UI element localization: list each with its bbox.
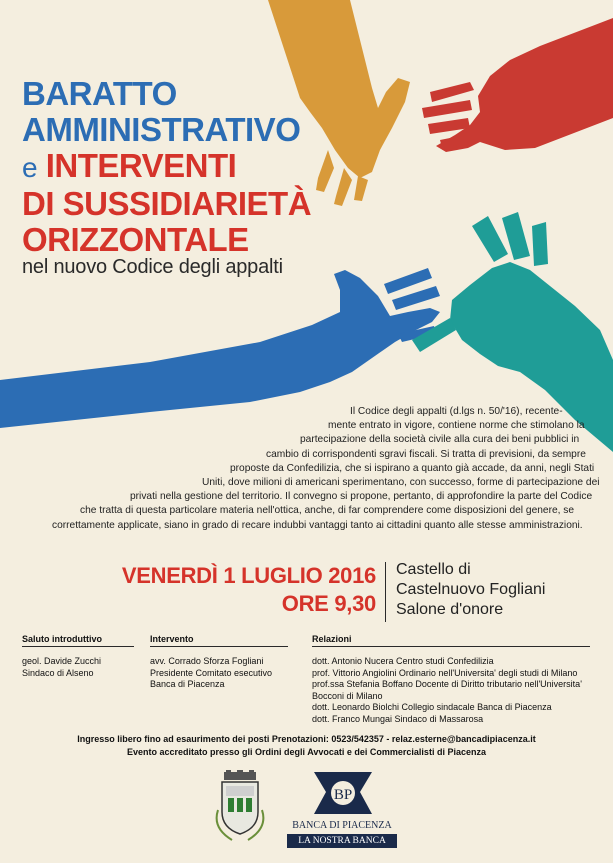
body-line: Il Codice degli appalti (d.lgs n. 50/'16), recente- (350, 406, 563, 417)
venue-line: Castello di (396, 561, 471, 578)
program-line: geol. Davide Zucchi (22, 656, 102, 666)
col-relazioni (312, 656, 582, 725)
title-line3: INTERVENTI (45, 147, 237, 184)
title-line2: AMMINISTRATIVO (22, 111, 301, 148)
bank-tagline: LA NOSTRA BANCA (287, 834, 397, 848)
event-time: ORE 9,30 (281, 591, 376, 616)
subtitle: nel nuovo Codice degli appalti (22, 256, 283, 278)
bank-logo-icon (310, 768, 376, 820)
program-line: Bocconi di Milano (312, 690, 383, 701)
footer-accreditation: Evento accreditato presso gli Ordini degli Avvocati e dei Commercialisti di Piacenza (127, 747, 486, 757)
col-heading-saluto: Saluto introduttivo (22, 634, 102, 644)
divider (312, 646, 590, 647)
footer-booking: Ingresso libero fino ad esaurimento dei posti Prenotazioni: 0523/542357 - relaz.esterne@bancadipiacenza.it (77, 734, 536, 744)
body-line: Uniti, dove milioni di americani sperimentano, con successo, forme di partecipazione dei (202, 477, 600, 489)
venue-line: Salone d'onore (396, 601, 504, 618)
program-line: prof.ssa Stefania Boffano Docente di Diritto tributario nell'Universita' (312, 679, 582, 689)
program-line: prof. Vittorio Angiolini Ordinario nell'Universita' degli studi di Milano (312, 667, 578, 678)
program-line: dott. Antonio Nucera Centro studi Confedilizia (312, 656, 494, 666)
event-date: VENERDÌ 1 LUGLIO 2016 (121, 563, 376, 588)
program-line: dott. Leonardo Biolchi Collegio sindacale Banca di Piacenza (312, 702, 552, 712)
body-line: partecipazione della società civile alla cura dei beni pubblici in (300, 434, 580, 446)
body-line: privati nella gestione del territorio. Il convegno si propone, pertanto, di approfondire la parte del Codice (130, 491, 593, 503)
title-line5: ORIZZONTALE (22, 221, 249, 258)
title-line4: DI SUSSIDIARIETÀ (22, 185, 312, 222)
col-heading-intervento: Intervento (150, 634, 194, 644)
col-heading-relazioni: Relazioni (312, 634, 352, 644)
venue-line: Castelnuovo Fogliani (396, 581, 546, 598)
divider (22, 646, 134, 647)
title-red (22, 148, 311, 258)
col-intervento (150, 656, 272, 691)
vertical-divider (385, 562, 386, 622)
body-line: correttamente applicate, siano in grado di recare indubbi vantaggi tanto ai cittadini quanto alle stesse amministrazioni. (52, 519, 583, 531)
divider (150, 646, 288, 647)
program-line: Presidente Comitato esecutivo (150, 667, 273, 678)
description-paragraph (52, 405, 600, 533)
title-line1: BARATTO (22, 75, 177, 112)
program-line: avv. Corrado Sforza Fogliani (150, 656, 264, 666)
hand-blue-icon (0, 268, 440, 428)
program-line: Banca di Piacenza (150, 679, 225, 689)
body-line: cambio di corrispondenti sgravi fiscali. Si tratta di previsioni, da sempre (266, 448, 586, 460)
program-line: dott. Franco Mungai Sindaco di Massarosa (312, 713, 484, 724)
body-line: mente entrato in vigore, contiene norme che stimolano la (328, 420, 585, 432)
bank-monogram: BP (333, 787, 353, 803)
title-blue (22, 76, 300, 148)
municipal-crest-icon (212, 770, 268, 842)
body-line: proposte da Confedilizia, che si ispirano a quanto già accade, da anni, negli Stati (230, 462, 595, 474)
event-datetime (68, 562, 376, 618)
title-connector: e (22, 152, 38, 183)
body-line: che tratta di questa particolare materia nell'ottica, anche, di far comprendere come disposizioni del genere, se (80, 505, 575, 517)
col-saluto (22, 656, 101, 679)
program-line: Sindaco di Alseno (22, 667, 94, 678)
bank-name: BANCA DI PIACENZA (292, 820, 392, 831)
event-venue (396, 560, 545, 620)
hand-red-icon (422, 18, 613, 152)
